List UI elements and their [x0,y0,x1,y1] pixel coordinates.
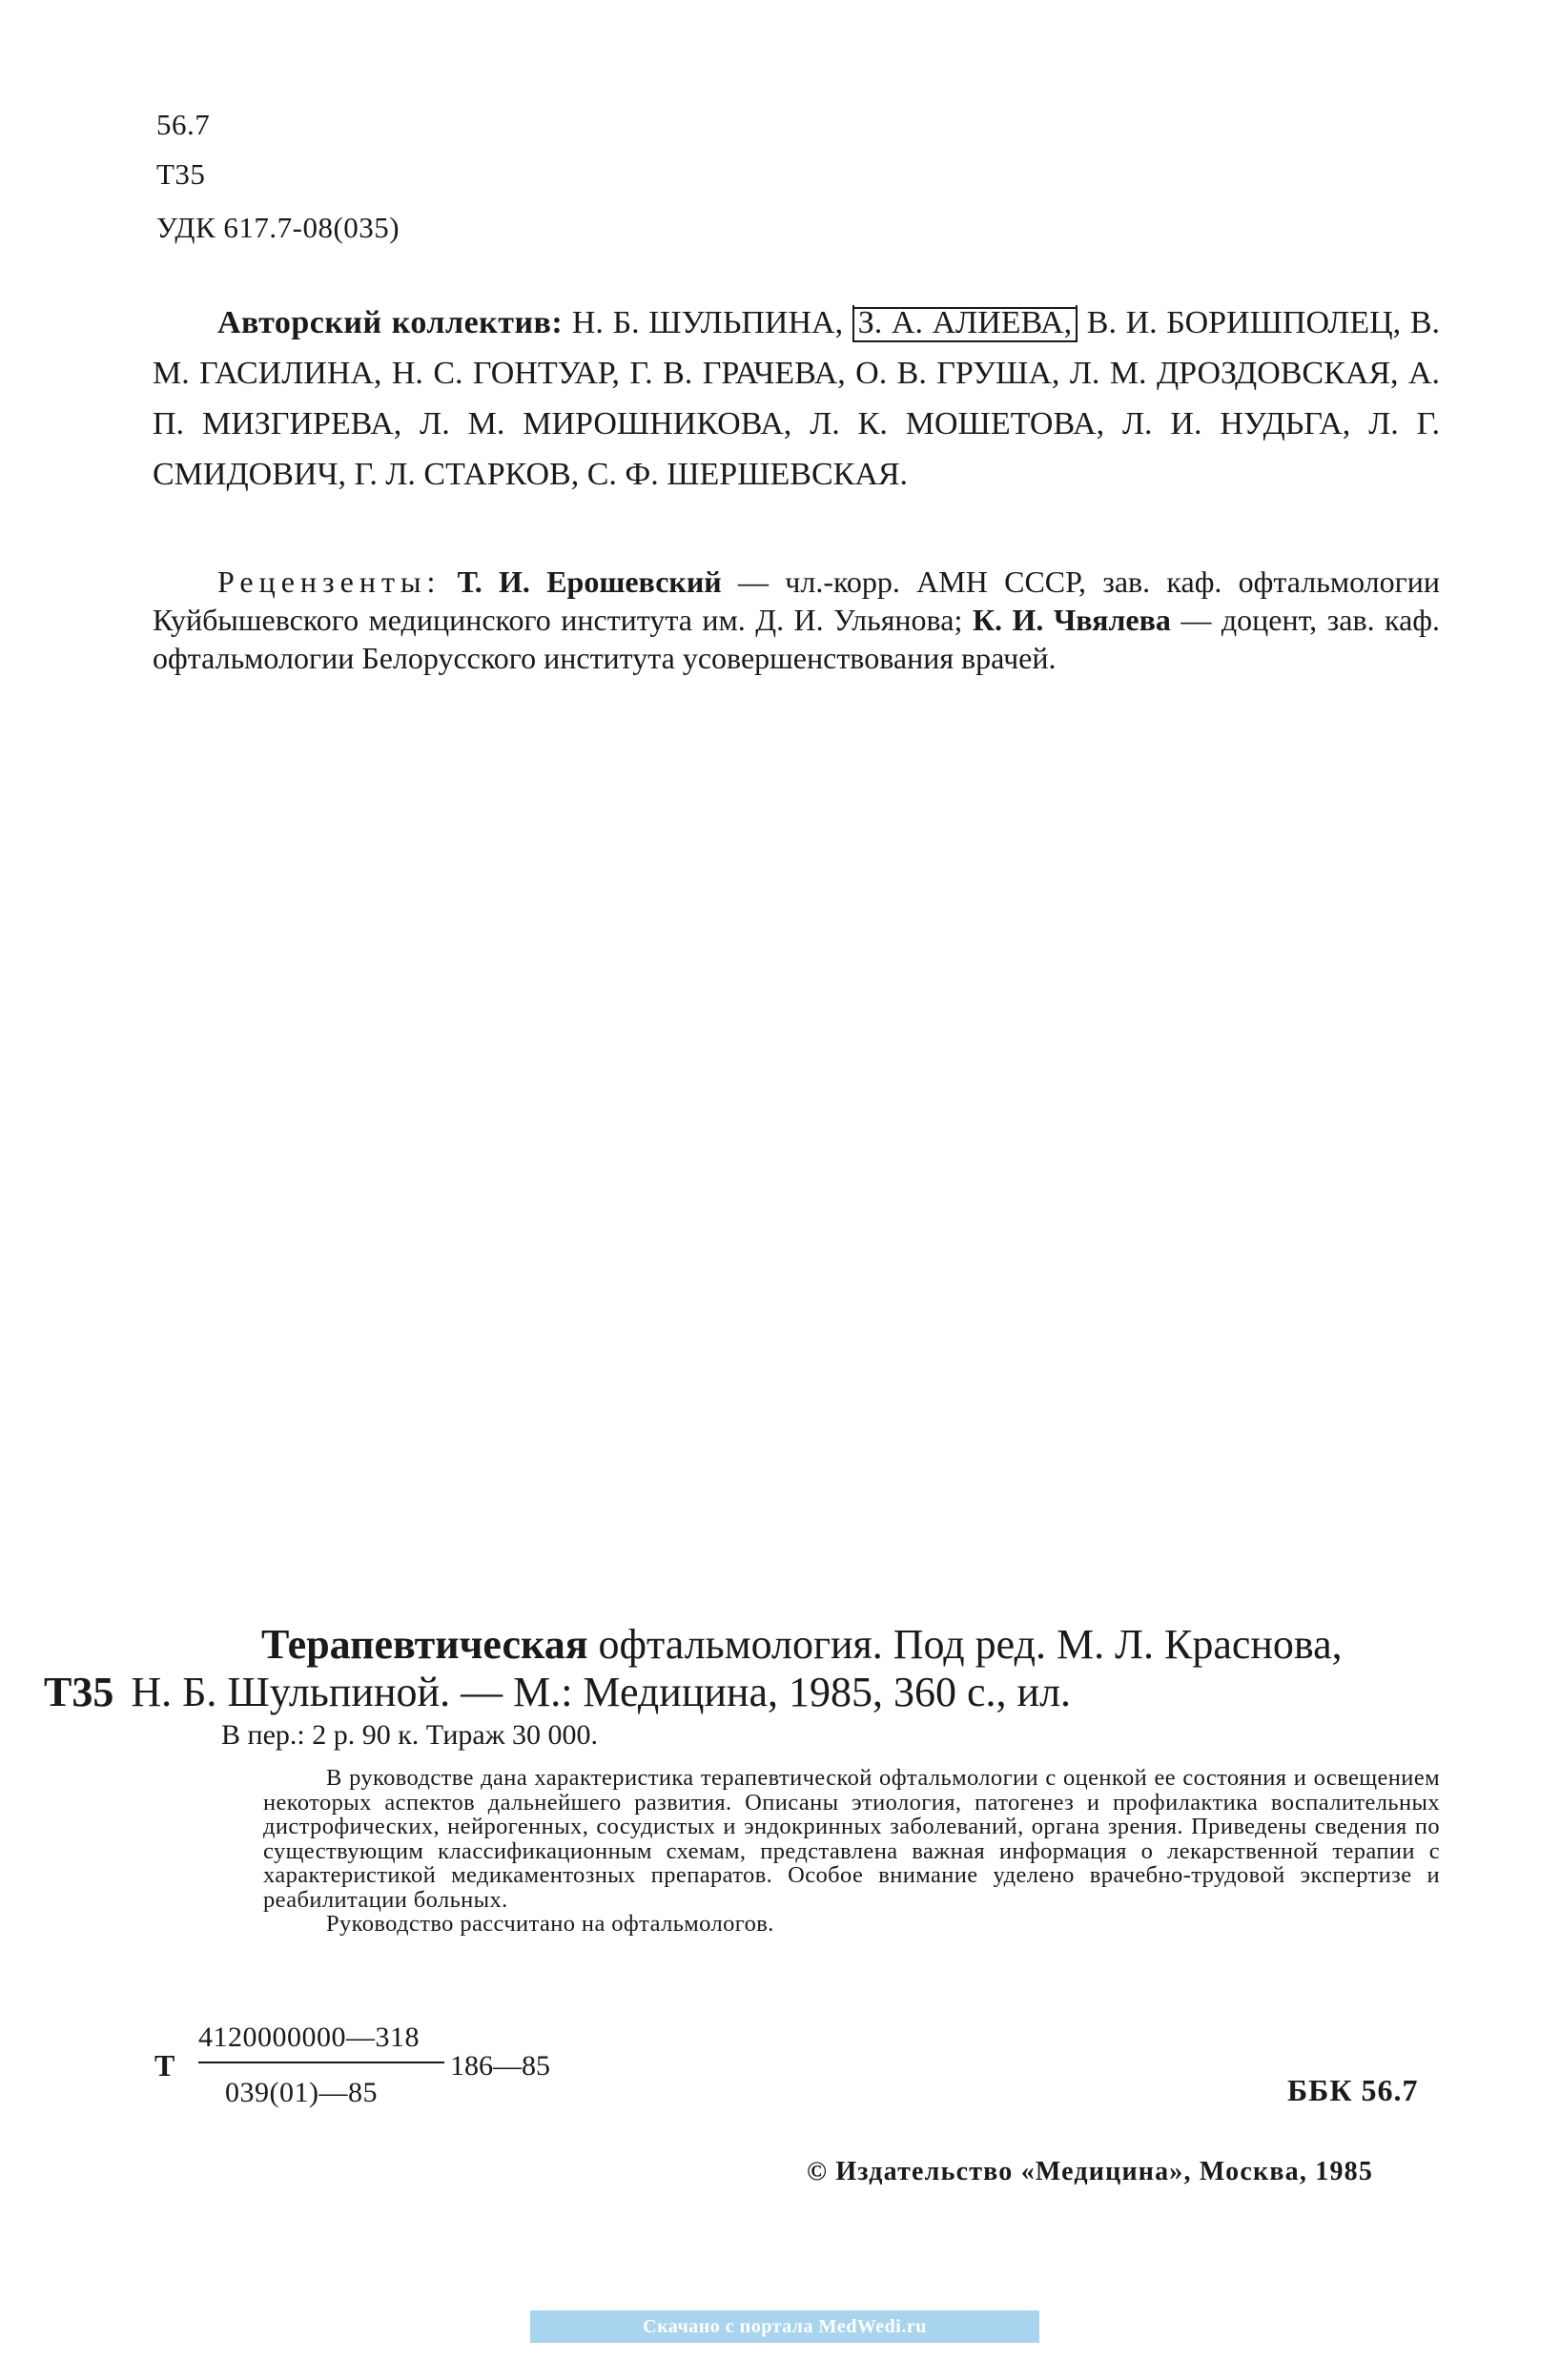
card-title-bold: Терапевтическая [261,1621,588,1668]
card-price: В пер.: 2 р. 90 к. Тираж 30 000. [221,1719,598,1751]
reviewer-2-info: — доцент, зав. каф. офтальмологии Белорусского института усовершенствования врачей. [153,603,1441,675]
formula-denominator: 039(01)—85 [225,2077,378,2108]
watermark-banner: Скачано с портала MedWedi.ru [530,2310,1039,2343]
bbk-footer: ББК 56.7 [1287,2073,1419,2107]
reviewer-2-name: К. И. Чвялева [972,603,1171,637]
card-title-line2: Н. Б. Шульпиной. — М.: Медицина, 1985, 360 с., ил. [131,1669,1072,1715]
formula-numerator: 4120000000—318 [198,2021,420,2053]
reviewers-paragraph [153,563,1440,677]
authors-first: Н. Б. ШУЛЬПИНА, [571,305,844,340]
card-title [44,1621,1446,1716]
abstract-paragraph-2: Руководство рассчитано на офтальмологов. [326,1911,774,1937]
formula-letter: Т [154,2048,175,2082]
reviewers-label: Рецензенты: [217,564,441,599]
card-abstract [263,1766,1440,1937]
formula-side: 186—85 [450,2050,550,2082]
authors-paragraph [153,298,1440,500]
udk-code: УДК 617.7-08(035) [156,211,400,244]
authors-label: Авторский коллектив: [217,305,564,340]
formula-fraction-line [198,2062,444,2063]
abstract-paragraph-1: В руководстве дана характеристика терапевтической офтальмологии с оценкой ее состояния и освещением некоторых аспектов дальнейшего развития. Описаны этиология, патогенез и профилактика воспалительных дистрофических, нейрогенных, сосудистых и эндокринных заболеваний, органа зрения. Приведены сведения по существующим классификационным схемам, представлена важная информация о лекарственной терапии с характеристикой медикаментозных препаратов. Особое внимание уделено врачебно-трудовой экспертизе и реабилитации больных. [263,1765,1440,1913]
reviewer-1-name: Т. И. Ерошевский [457,564,722,599]
card-code: Т35 [44,1669,114,1715]
authors-boxed-name: З. А. АЛИЕВА, [852,305,1078,342]
bbk-index: 56.7 [156,108,211,141]
author-mark: Т35 [156,157,206,191]
authors-rest: В. И. БОРИШПОЛЕЦ, В. М. ГАСИЛИНА, Н. С. ГОНТУАР, Г. В. ГРАЧЕВА, О. В. ГРУША, Л. М. ДРОЗДОВСКАЯ, А. П. МИЗГИРЕВА, Л. М. МИРОШНИКОВА, Л. К. МОШЕТОВА, Л. И. НУДЬГА, Л. Г. СМИДОВИЧ, Г. Л. СТАРКОВ, С. Ф. ШЕРШЕВСКАЯ. [153,305,1440,492]
reviewer-1-info: — чл.-корр. АМН СССР, зав. каф. офтальмологии Куйбышевского медицинского института им. Д. И. Ульянова; [153,564,1441,637]
copyright-line: © Издательство «Медицина», Москва, 1985 [807,2157,1374,2186]
card-title-line1: офтальмология. Под ред. М. Л. Краснова, [598,1621,1343,1668]
